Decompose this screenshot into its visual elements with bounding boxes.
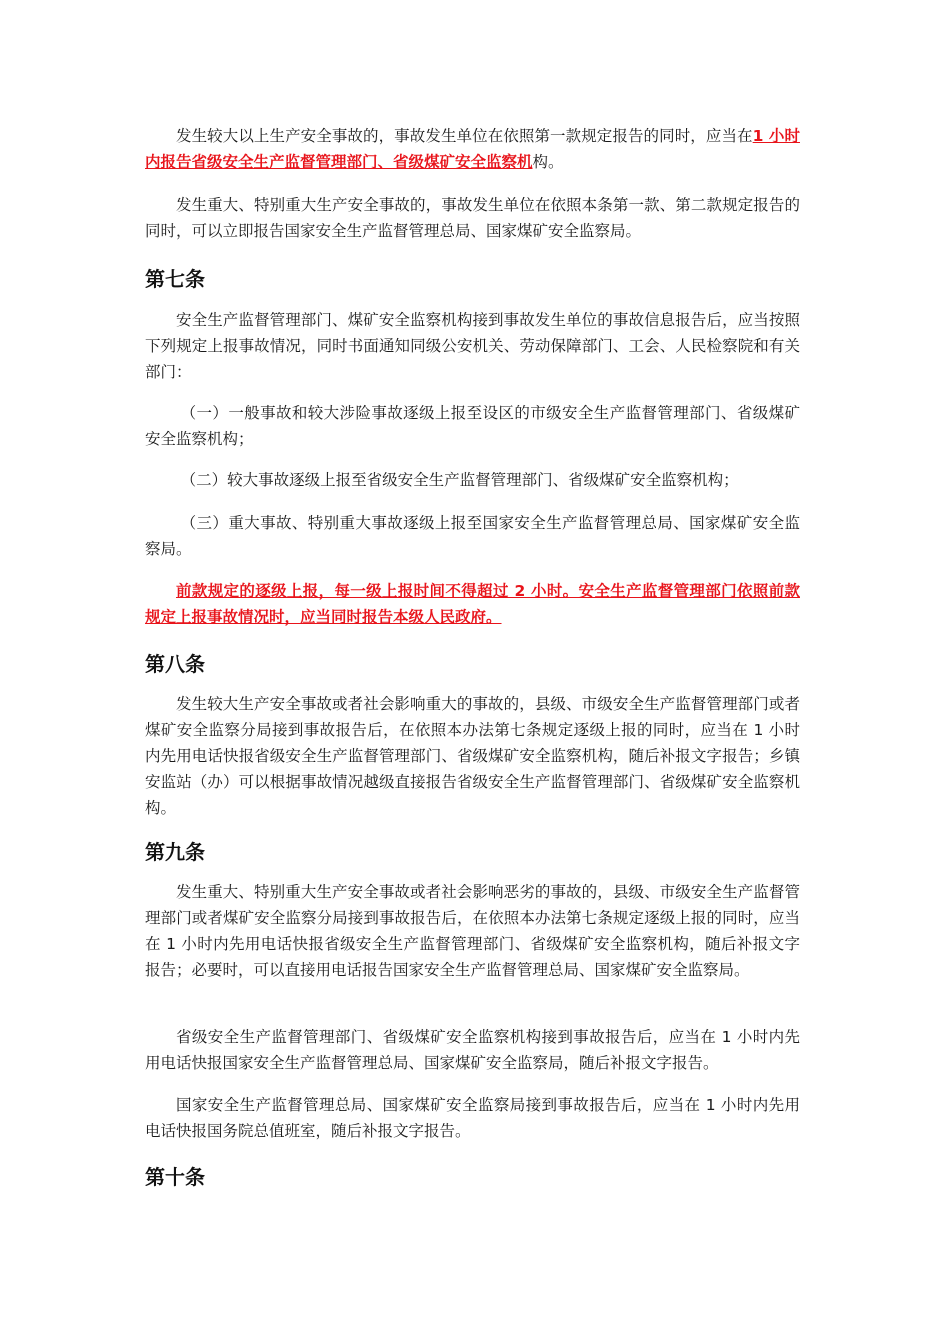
highlighted-requirement: 前款规定的逐级上报，每一级上报时间不得超过 2 小时。安全生产监督管理部门依照前款规定上报事故情况时，应当同时报告本级人民政府。: [145, 582, 800, 626]
paragraph-article-9: 发生重大、特别重大生产安全事故或者社会影响恶劣的事故的，县级、市级安全生产监督管理部门或者煤矿安全监察分局接到事故报告后，在依照本办法第七条规定逐级上报的同时，应当在 1 小时内先用电话快报省级安全生产监督管理部门、省级煤矿安全监察机构，随后补报文字报告；必要时，可以直接用电话报告国家安全生产监督管理总局、国家煤矿安全监察局。: [145, 883, 800, 979]
article-9-heading: 第九条: [145, 840, 205, 864]
list-item-general-accident: （一）一般事故和较大涉险事故逐级上报至设区的市级安全生产监督管理部门、省级煤矿安全监察机构；: [145, 404, 800, 448]
highlighted-time-limit-paragraph: [145, 578, 800, 630]
list-item-larger-accident: （二）较大事故逐级上报至省级安全生产监督管理部门、省级煤矿安全监察机构；: [180, 471, 739, 489]
paragraph-article-8: 发生较大生产安全事故或者社会影响重大的事故的，县级、市级安全生产监督管理部门或者煤矿安全监察分局接到事故报告后，在依照本办法第七条规定逐级上报的同时，应当在 1 小时内先用电话快报省级安全生产监督管理部门、省级煤矿安全监察机构，随后补报文字报告；乡镇安监站（办）可以根据事故情况越级直接报告省级安全生产监督管理部门、省级煤矿安全监察机构。: [145, 695, 800, 817]
paragraph-serious-accident-report: 发生重大、特别重大生产安全事故的，事故发生单位在依照本条第一款、第二款规定报告的同时，可以立即报告国家安全生产监督管理总局、国家煤矿安全监察局。: [145, 196, 800, 240]
article-7-heading: 第七条: [145, 267, 205, 291]
highlighted-requirement: 1 小时内报告省级安全生产监督管理部门、省级煤矿安全监察机: [145, 127, 800, 171]
article-8-heading: 第八条: [145, 652, 205, 676]
paragraph-text: 构。: [532, 153, 564, 171]
paragraph-text: 发生较大以上生产安全事故的，事故发生单位在依照第一款规定报告的同时，应当在: [176, 127, 753, 145]
paragraph-national-report: 国家安全生产监督管理总局、国家煤矿安全监察局接到事故报告后，应当在 1 小时内先用电话快报国务院总值班室，随后补报文字报告。: [145, 1096, 800, 1140]
paragraph-major-accident-report: [145, 123, 800, 175]
article-10-heading: 第十条: [145, 1165, 205, 1189]
paragraph-provincial-report: 省级安全生产监督管理部门、省级煤矿安全监察机构接到事故报告后，应当在 1 小时内先用电话快报国家安全生产监督管理总局、国家煤矿安全监察局，随后补报文字报告。: [145, 1028, 800, 1072]
list-item-major-accident: （三）重大事故、特别重大事故逐级上报至国家安全生产监督管理总局、国家煤矿安全监察局。: [145, 514, 800, 558]
paragraph-article-7-intro: 安全生产监督管理部门、煤矿安全监察机构接到事故发生单位的事故信息报告后，应当按照下列规定上报事故情况，同时书面通知同级公安机关、劳动保障部门、工会、人民检察院和有关部门：: [145, 311, 800, 381]
